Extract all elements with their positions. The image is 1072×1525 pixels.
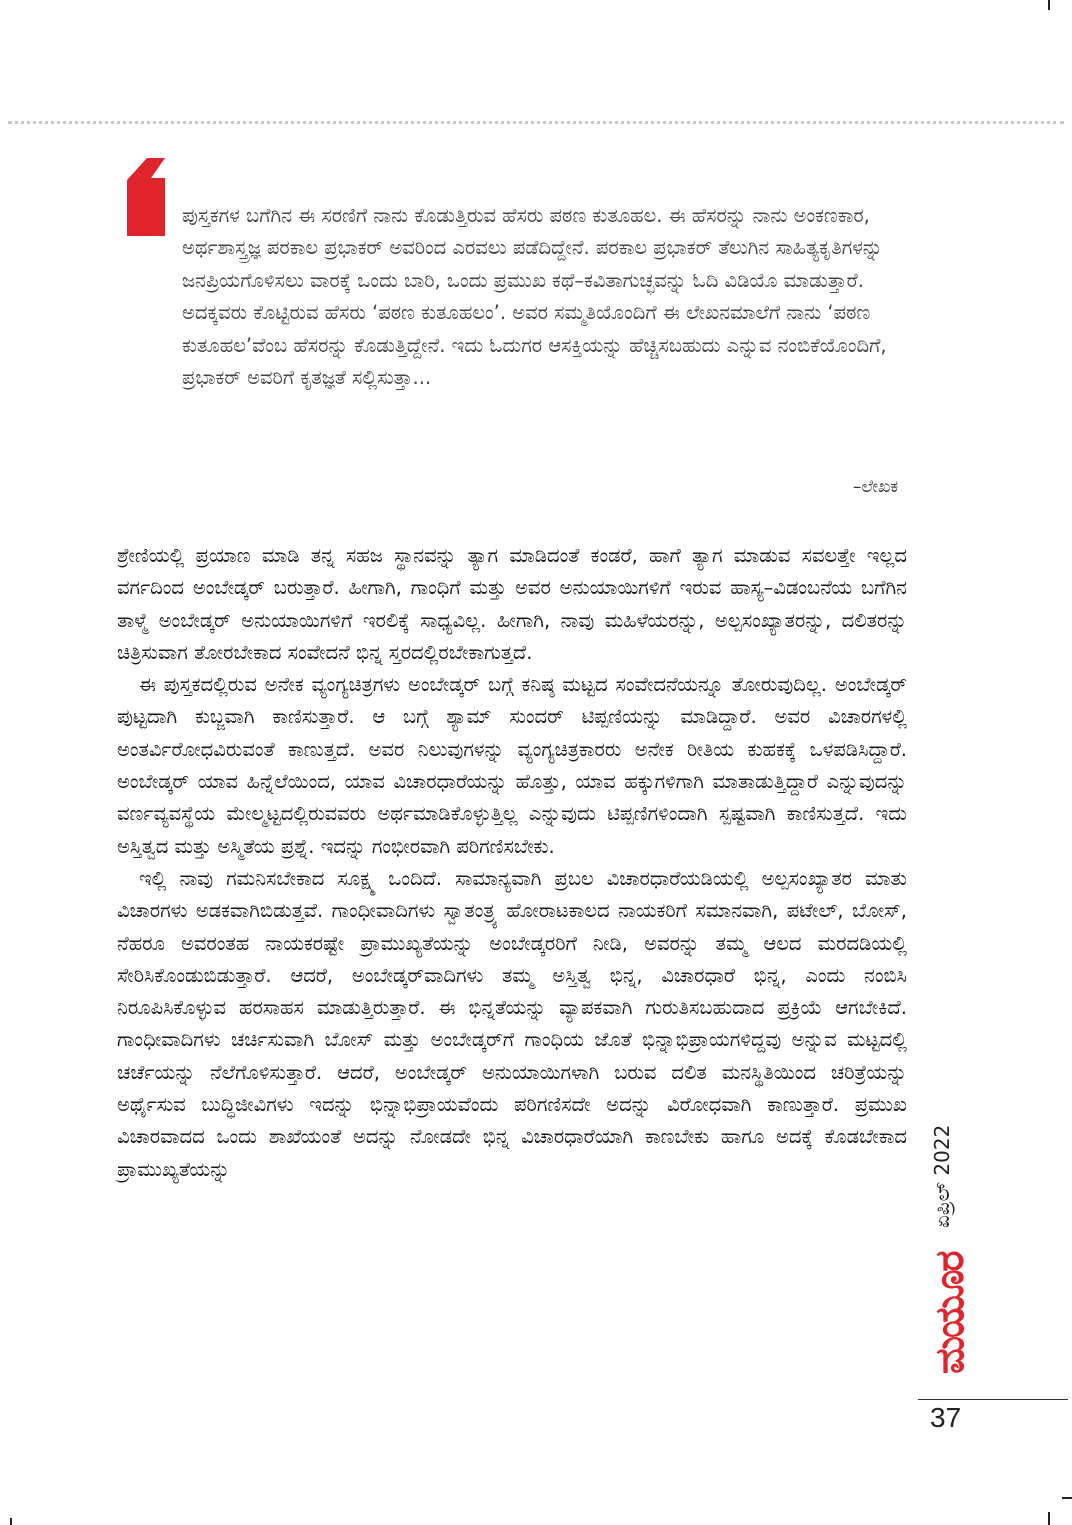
article-body	[117, 540, 907, 1186]
intro-text: ಪುಸ್ತಕಗಳ ಬಗೆಗಿನ ಈ ಸರಣಿಗೆ ನಾನು ಕೊಡುತ್ತಿರುವ ಹೆಸರು ಪಠಣ ಕುತೂಹಲ. ಈ ಹೆಸರನ್ನು ನಾನು ಅಂಕಣಕಾರ, ಅರ್ಥಶಾಸ್ತ್ರಜ್ಞ ಪರಕಾಲ ಪ್ರಭಾಕರ್ ಅವರಿಂದ ಎರವಲು ಪಡೆದಿದ್ದೇನೆ. ಪರಕಾಲ ಪ್ರಭಾಕರ್ ತೆಲುಗಿನ ಸಾಹಿತ್ಯಕೃತಿಗಳನ್ನು ಜನಪ್ರಿಯಗೊಳಿಸಲು ವಾರಕ್ಕೆ ಒಂದು ಬಾರಿ, ಒಂದು ಪ್ರಮುಖ ಕಥೆ–ಕವಿತಾಗುಚ್ಛವನ್ನು ಓದಿ ವಿಡಿಯೊ ಮಾಡುತ್ತಾರೆ. ಅದಕ್ಕವರು ಕೊಟ್ಟಿರುವ ಹೆಸರು ‘ಪಠಣ ಕುತೂಹಲಂ’. ಅವರ ಸಮ್ಮತಿಯೊಂದಿಗೆ ಈ ಲೇಖನಮಾಲೆಗೆ ನಾನು ‘ಪಠಣ ಕುತೂಹಲ’ವೆಂಬ ಹೆಸರನ್ನು ಕೊಡುತ್ತಿದ್ದೇನೆ. ಇದು ಓದುಗರ ಆಸಕ್ತಿಯನ್ನು ಹೆಚ್ಚಿಸಬಹುದು ಎನ್ನುವ ನಂಬಿಕೆಯೊಂದಿಗೆ, ಪ್ರಭಾಕರ್ ಅವರಿಗೆ ಕೃತಜ್ಞತೆ ಸಲ್ಲಿಸುತ್ತಾ...	[182, 204, 887, 390]
crop-mark-top	[1048, 0, 1050, 10]
page-number: 37	[930, 1402, 962, 1433]
body-paragraph: ಇಲ್ಲಿ ನಾವು ಗಮನಿಸಬೇಕಾದ ಸೂಕ್ಷ್ಮ ಒಂದಿದೆ. ಸಾಮಾನ್ಯವಾಗಿ ಪ್ರಬಲ ವಿಚಾರಧಾರೆಯಡಿಯಲ್ಲಿ ಅಲ್ಪಸಂಖ್ಯಾತರ ಮಾತು ವಿಚಾರಗಳು ಅಡಕವಾಗಿಬಿಡುತ್ತವೆ. ಗಾಂಧೀವಾದಿಗಳು ಸ್ವಾತಂತ್ರ್ಯ ಹೋರಾಟಕಾಲದ ನಾಯಕರಿಗೆ ಸಮಾನವಾಗಿ, ಪಟೇಲ್, ಬೋಸ್, ನೆಹರೂ ಅವರಂತಹ ನಾಯಕರಷ್ಟೇ ಪ್ರಾಮುಖ್ಯತೆಯನ್ನು ಅಂಬೇಡ್ಕರರಿಗೆ ನೀಡಿ, ಅವರನ್ನು ತಮ್ಮ ಆಲದ ಮರದಡಿಯಲ್ಲಿ ಸೇರಿಸಿಕೊಂಡುಬಿಡುತ್ತಾರೆ. ಆದರೆ, ಅಂಬೇಡ್ಕರ್‌ವಾದಿಗಳು ತಮ್ಮ ಅಸ್ತಿತ್ವ ಭಿನ್ನ, ವಿಚಾರಧಾರೆ ಭಿನ್ನ, ಎಂದು ನಂಬಿಸಿ ನಿರೂಪಿಸಿಕೊಳ್ಳುವ ಹರಸಾಹಸ ಮಾಡುತ್ತಿರುತ್ತಾರೆ. ಈ ಭಿನ್ನತೆಯನ್ನು ವ್ಯಾಪಕವಾಗಿ ಗುರುತಿಸಬಹುದಾದ ಪ್ರಕ್ರಿಯೆ ಆಗಬೇಕಿದೆ. ಗಾಂಧೀವಾದಿಗಳು ಚರ್ಚಿಸುವಾಗಿ ಬೋಸ್ ಮತ್ತು ಅಂಬೇಡ್ಕರ್‌ಗೆ ಗಾಂಧಿಯ ಜೊತೆ ಭಿನ್ನಾಭಿಪ್ರಾಯಗಳಿದ್ದವು ಅನ್ನುವ ಮಟ್ಟದಲ್ಲಿ ಚರ್ಚೆಯನ್ನು ನೆಲೆಗೊಳಿಸುತ್ತಾರೆ. ಆದರೆ, ಅಂಬೇಡ್ಕರ್ ಅನುಯಾಯಿಗಳಾಗಿ ಬರುವ ದಲಿತ ಮನಸ್ಥಿತಿಯಿಂದ ಚರಿತ್ರೆಯನ್ನು ಅರ್ಥೈಸುವ ಬುದ್ಧಿಜೀವಿಗಳು ಇದನ್ನು ಭಿನ್ನಾಭಿಪ್ರಾಯವೆಂದು ಪರಿಗಣಿಸದೇ ಅದನ್ನು ವಿರೋಧವಾಗಿ ಕಾಣುತ್ತಾರೆ. ಪ್ರಮುಖ ವಿಚಾರವಾದದ ಒಂದು ಶಾಖೆಯಂತೆ ಅದನ್ನು ನೋಡದೇ ಭಿನ್ನ ವಿಚಾರಧಾರೆಯಾಗಿ ಕಾಣಬೇಕು ಹಾಗೂ ಅದಕ್ಕೆ ಕೊಡಬೇಕಾದ ಪ್ರಾಮುಖ್ಯತೆಯನ್ನು	[117, 866, 907, 1181]
intro-signature: –ಲೇಖಕ	[852, 477, 898, 497]
crop-mark-bottom-right-h	[1062, 1497, 1072, 1499]
body-paragraph: ಶ್ರೇಣಿಯಲ್ಲಿ ಪ್ರಯಾಣ ಮಾಡಿ ತನ್ನ ಸಹಜ ಸ್ಥಾನವನ್ನು ತ್ಯಾಗ ಮಾಡಿದಂತೆ ಕಂಡರೆ, ಹಾಗೆ ತ್ಯಾಗ ಮಾಡುವ ಸವಲತ್ತೇ ಇಲ್ಲದ ವರ್ಗದಿಂದ ಅಂಬೇಡ್ಕರ್ ಬರುತ್ತಾರೆ. ಹೀಗಾಗಿ, ಗಾಂಧಿಗೆ ಮತ್ತು ಅವರ ಅನುಯಾಯಿಗಳಿಗೆ ಇರುವ ಹಾಸ್ಯ–ವಿಡಂಬನೆಯ ಬಗೆಗಿನ ತಾಳ್ಮೆ ಅಂಬೇಡ್ಕರ್ ಅನುಯಾಯಿಗಳಿಗೆ ಇರಲಿಕ್ಕೆ ಸಾಧ್ಯವಿಲ್ಲ. ಹೀಗಾಗಿ, ನಾವು ಮಹಿಳೆಯರನ್ನು, ಅಲ್ಪಸಂಖ್ಯಾತರನ್ನು, ದಲಿತರನ್ನು ಚಿತ್ರಿಸುವಾಗ ತೋರಬೇಕಾದ ಸಂವೇದನೆ ಭಿನ್ನ ಸ್ತರದಲ್ಲಿರಬೇಕಾಗುತ್ತದೆ.	[117, 544, 907, 664]
issue-date: ಏಪ್ರಿಲ್ 2022	[930, 1124, 954, 1228]
crop-mark-bottom-left	[10, 1518, 12, 1525]
crop-mark-bottom-right-v	[1048, 1512, 1050, 1525]
header-dotted-rule	[8, 121, 1064, 124]
intro-note	[182, 200, 902, 394]
opening-quote-icon	[125, 158, 169, 236]
magazine-masthead: ಮಯೂರ	[927, 1252, 973, 1374]
folio-rule	[918, 1399, 1068, 1400]
body-paragraph: ಈ ಪುಸ್ತಕದಲ್ಲಿರುವ ಅನೇಕ ವ್ಯಂಗ್ಯಚಿತ್ರಗಳು ಅಂಬೇಡ್ಕರ್ ಬಗ್ಗೆ ಕನಿಷ್ಠ ಮಟ್ಟದ ಸಂವೇದನೆಯನ್ನೂ ತೋರುವುದಿಲ್ಲ. ಅಂಬೇಡ್ಕರ್ ಪುಟ್ಟದಾಗಿ ಕುಬ್ಜವಾಗಿ ಕಾಣಿಸುತ್ತಾರೆ. ಆ ಬಗ್ಗೆ ಶ್ಯಾಮ್ ಸುಂದರ್ ಟಿಪ್ಪಣಿಯನ್ನು ಮಾಡಿದ್ದಾರೆ. ಅವರ ವಿಚಾರಗಳಲ್ಲಿ ಅಂತರ್ವಿರೋಧವಿರುವಂತೆ ಕಾಣುತ್ತದೆ. ಅವರ ನಿಲುವುಗಳನ್ನು ವ್ಯಂಗ್ಯಚಿತ್ರಕಾರರು ಅನೇಕ ರೀತಿಯ ಕುಹಕಕ್ಕೆ ಒಳಪಡಿಸಿದ್ದಾರೆ. ಅಂಬೇಡ್ಕರ್ ಯಾವ ಹಿನ್ನೆಲೆಯಿಂದ, ಯಾವ ವಿಚಾರಧಾರೆಯನ್ನು ಹೊತ್ತು, ಯಾವ ಹಕ್ಕುಗಳಿಗಾಗಿ ಮಾತಾಡುತ್ತಿದ್ದಾರೆ ಎನ್ನುವುದನ್ನು ವರ್ಣವ್ಯವಸ್ಥೆಯ ಮೇಲ್ಮಟ್ಟದಲ್ಲಿರುವವರು ಅರ್ಥಮಾಡಿಕೊಳ್ಳುತ್ತಿಲ್ಲ ಎನ್ನುವುದು ಟಿಪ್ಪಣಿಗಳಿಂದಾಗಿ ಸ್ಪಷ್ಟವಾಗಿ ಕಾಣಿಸುತ್ತದೆ. ಇದು ಅಸ್ತಿತ್ವದ ಮತ್ತು ಅಸ್ಮಿತೆಯ ಪ್ರಶ್ನೆ. ಇದನ್ನು ಗಂಭೀರವಾಗಿ ಪರಿಗಣಿಸಬೇಕು.	[117, 673, 907, 858]
